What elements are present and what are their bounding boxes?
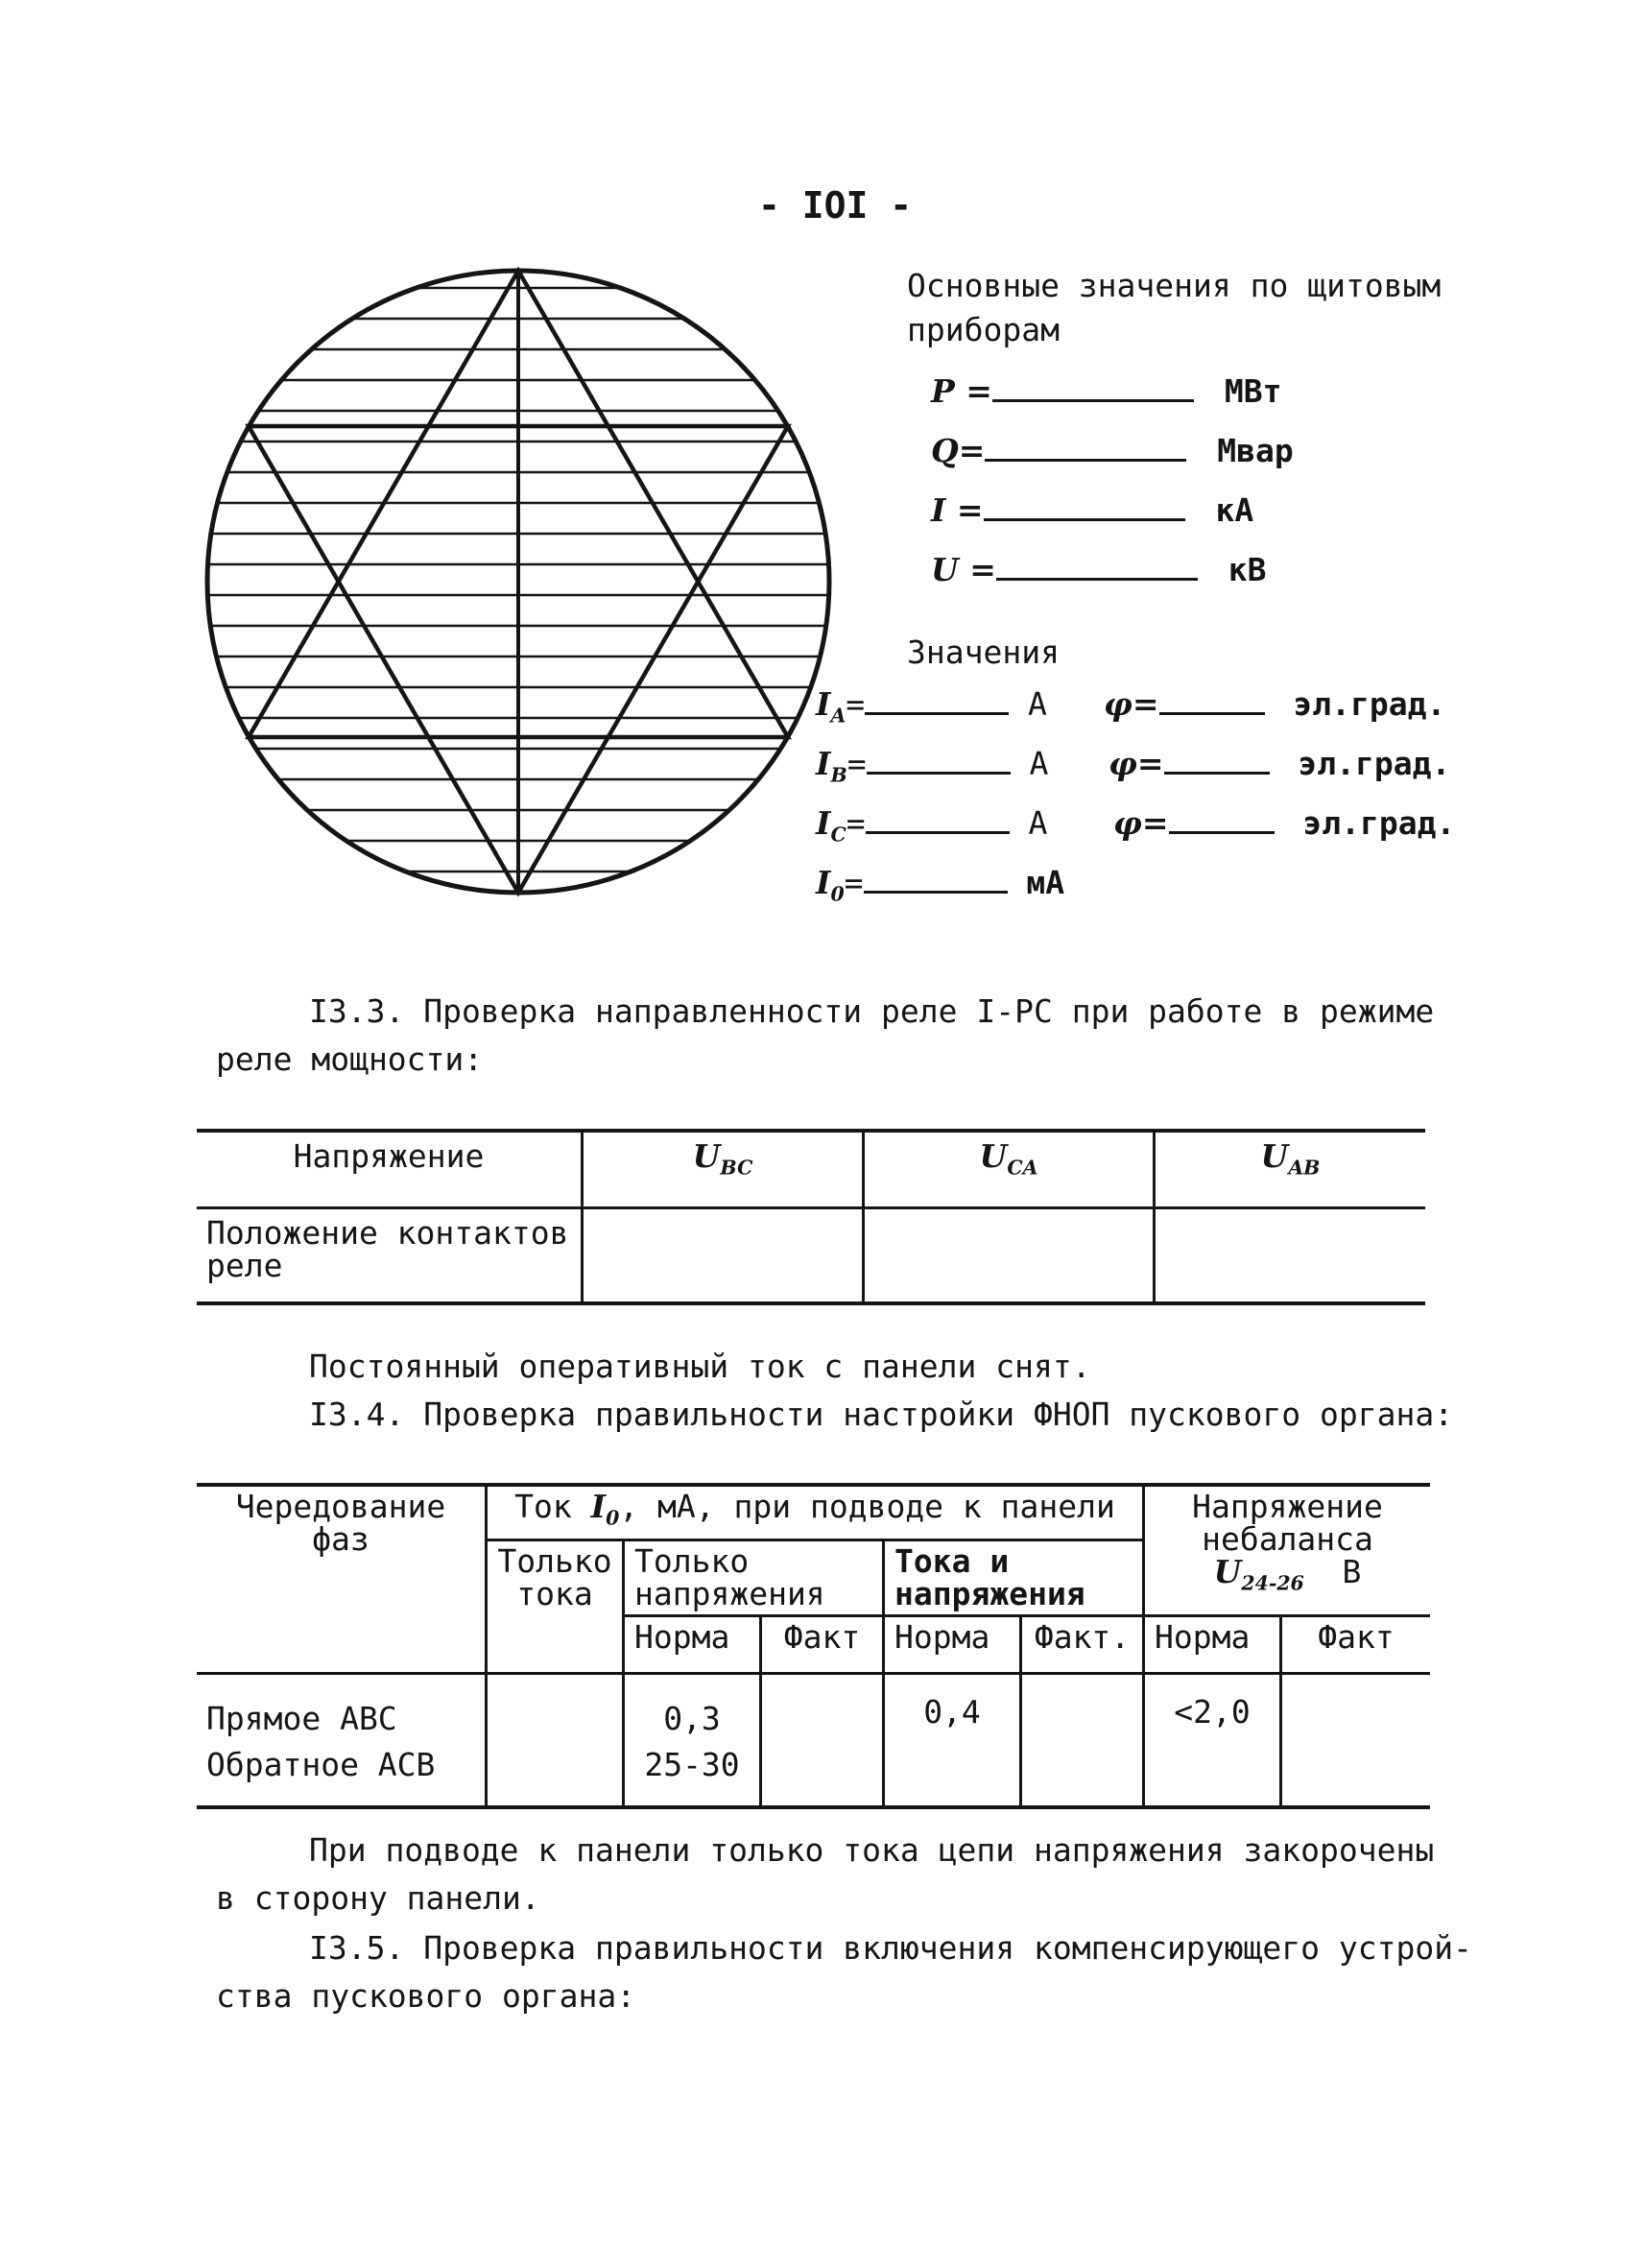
post-text-line2: в сторону панели. [216, 1879, 540, 1917]
current-row-b: $I_B= A$ [816, 745, 1049, 787]
header-norma: Норма [884, 1615, 1021, 1673]
header-phase-order: Чередование фаз [197, 1485, 487, 1673]
values-title: Значения [907, 633, 1060, 671]
current-row-c: $I_C= A$ [816, 804, 1048, 847]
angle-row-c: φ= эл.град. [1113, 804, 1456, 842]
section-13-5-line1: I3.5. Проверка правильности включения компенсирующего устрой- [309, 1929, 1472, 1967]
angle-row-a: φ= эл.град. [1104, 685, 1446, 723]
table-row [197, 1207, 1425, 1303]
section-13-3-line1: I3.3. Проверка направленности реле I-РС при работе в режиме [309, 992, 1435, 1030]
header-voltage: Напряжение [197, 1131, 583, 1207]
header-fakt: Факт [1281, 1615, 1431, 1673]
relay-direction-table [197, 1129, 1425, 1305]
header-current-i0: Ток $I_0$, мА, при подводе к панели [487, 1485, 1144, 1540]
header-norma: Норма [1144, 1615, 1281, 1673]
fnop-settings-table [197, 1483, 1430, 1809]
header-fakt: Факт [761, 1615, 884, 1673]
meter-row-u: U = кВ [931, 551, 1267, 588]
row-contacts-label: Положение контактов реле [197, 1207, 583, 1303]
col-uab: $U_{AB}$ [1155, 1131, 1426, 1207]
meter-row-i: I = кА [931, 491, 1254, 529]
section-13-4-title: I3.4. Проверка правильности настройки ФНОП пускового органа: [309, 1396, 1454, 1433]
cell-norm-only-voltage: 0,3 25-30 [624, 1673, 761, 1807]
header-norma: Норма [624, 1615, 761, 1673]
cell-empty [1021, 1673, 1144, 1807]
section-13-4-pre: Постоянный оперативный ток с панели снят. [309, 1348, 1091, 1385]
cell-empty [487, 1673, 624, 1807]
section-13-5-line2: ства пускового органа: [216, 1977, 636, 2015]
post-text-line1: При подводе к панели только тока цепи напряжения закорочены [309, 1831, 1435, 1869]
table-row [197, 1131, 1425, 1207]
header-current-and-voltage: Тока и напряжения [884, 1540, 1144, 1615]
header-only-voltage: Только напряжения [624, 1540, 884, 1615]
section-13-3-line2: реле мощности: [216, 1040, 484, 1078]
cell-empty [1155, 1207, 1426, 1303]
page-number: - IOI - [758, 184, 913, 227]
header-unbalance-voltage: Напряжение небаланса $U_{24-26}$ В [1144, 1485, 1431, 1615]
cell-norm-unbalance: <2,0 [1144, 1673, 1281, 1807]
cell-norm-current-voltage: 0,4 [884, 1673, 1021, 1807]
cell-empty [761, 1673, 884, 1807]
angle-row-b: φ= эл.град. [1109, 745, 1451, 782]
current-row-0: $I_0=$ мА [816, 864, 1065, 906]
cell-empty [583, 1207, 864, 1303]
cell-phase-orders: Прямое АВС Обратное АСВ [197, 1673, 487, 1807]
col-uca: $U_{CA}$ [864, 1131, 1155, 1207]
header-fakt: Факт. [1021, 1615, 1144, 1673]
header-only-current: Только тока [487, 1540, 624, 1673]
col-ubc: $U_{BC}$ [583, 1131, 864, 1207]
current-row-a: $I_A= A$ [816, 685, 1047, 728]
phase-star-diagram [192, 259, 845, 921]
meter-row-q: Q= Мвар [931, 432, 1294, 469]
cell-empty [1281, 1673, 1431, 1807]
meter-row-p: P = МВт [931, 372, 1282, 410]
table-row [197, 1485, 1430, 1540]
meters-title-line2: приборам [907, 311, 1060, 348]
cell-empty [864, 1207, 1155, 1303]
meters-title-line1: Основные значения по щитовым [907, 267, 1442, 304]
table-row [197, 1673, 1430, 1807]
